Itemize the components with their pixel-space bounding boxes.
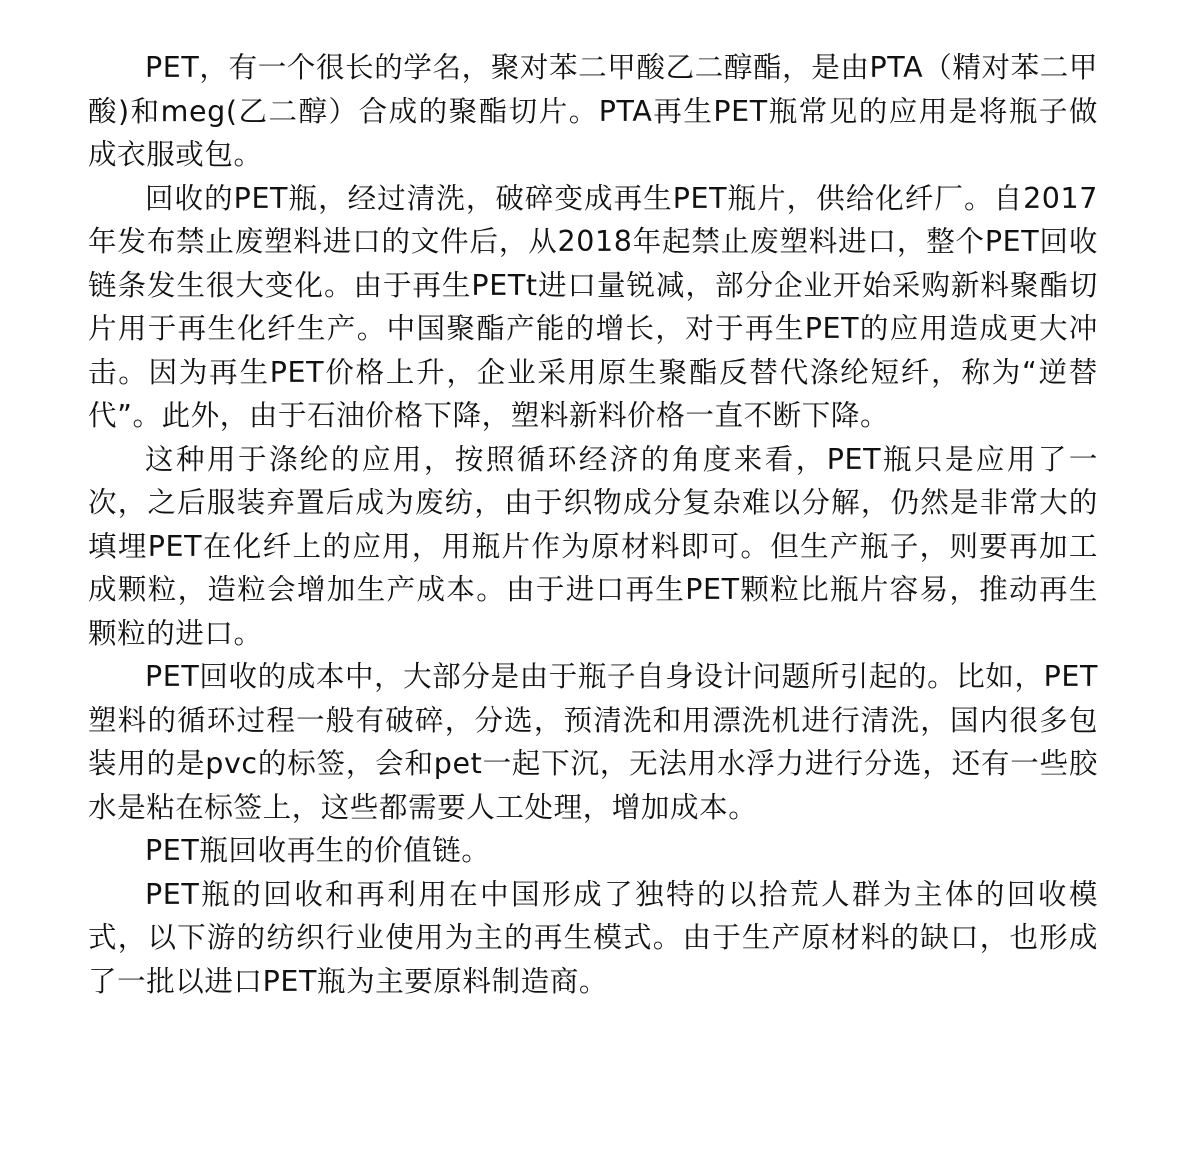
paragraph-recycling-chain: 回收的PET瓶，经过清洗，破碎变成再生PET瓶片，供给化纤厂。自2017年发布禁止废塑料进口的文件后，从2018年起禁止废塑料进口，整个PET回收链条发生很大变化。由于再生PETt进口量锐减，部分企业开始采购新料聚酯切片用于再生化纤生产。中国聚酯产能的增长，对于再生PET的应用造成更大冲击。因为再生PET价格上升，企业采用原生聚酯反替代涤纶短纤，称为“逆替代”。此外，由于石油价格下降，塑料新料价格一直不断下降。 — [88, 181, 1098, 432]
paragraph-recycling-model: PET瓶的回收和再利用在中国形成了独特的以拾荒人群为主体的回收模式，以下游的纺织行业使用为主的再生模式。由于生产原材料的缺口，也形成了一批以进口PET瓶为主要原料制造商。 — [88, 877, 1098, 998]
paragraph-polyester-application: 这种用于涤纶的应用，按照循环经济的角度来看，PET瓶只是应用了一次，之后服装弃置后成为废纺，由于织物成分复杂难以分解，仍然是非常大的填埋PET在化纤上的应用，用瓶片作为原材料即可。但生产瓶子，则要再加工成颗粒，造粒会增加生产成本。由于进口再生PET颗粒比瓶片容易，推动再生颗粒的进口。 — [88, 442, 1098, 650]
paragraph-pet-definition: PET，有一个很长的学名，聚对苯二甲酸乙二醇酯，是由PTA（精对苯二甲酸)和meg(乙二醇）合成的聚酯切片。PTA再生PET瓶常见的应用是将瓶子做成衣服或包。 — [88, 51, 1098, 171]
paragraph-recycling-cost: PET回收的成本中，大部分是由于瓶子自身设计问题所引起的。比如，PET塑料的循环过程一般有破碎，分选，预清洗和用漂洗机进行清洗，国内很多包装用的是pvc的标签，会和pet一起下沉，无法用水浮力进行分选，还有一些胶水是粘在标签上，这些都需要人工处理，增加成本。 — [88, 660, 1098, 824]
document-body — [88, 46, 1098, 1003]
paragraph-value-chain-heading: PET瓶回收再生的价值链。 — [145, 834, 491, 867]
